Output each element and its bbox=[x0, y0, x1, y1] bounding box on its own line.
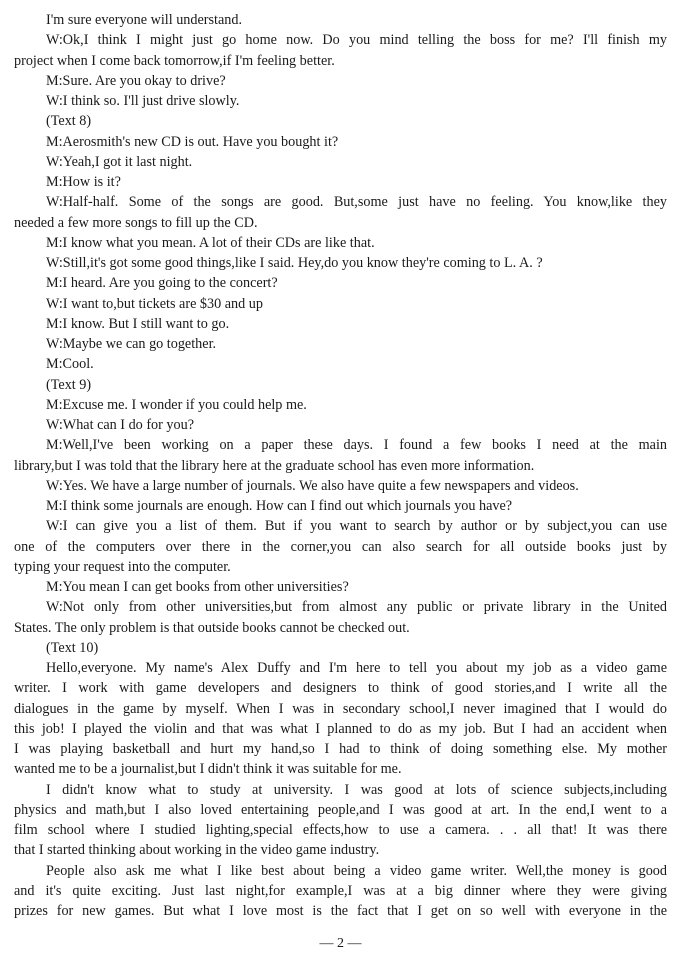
text-line: M:Sure. Are you okay to drive? bbox=[46, 72, 226, 89]
text-line: W:Still,it's got some good things,like I said. Hey,do you know they're coming to L. A. ? bbox=[46, 255, 543, 271]
text-line: M:Excuse me. I wonder if you could help me. bbox=[46, 396, 307, 413]
text-line: W:Yeah,I got it last night. bbox=[46, 153, 193, 170]
text-line: and it's quite exciting. Just last night,for example,I was at a big dinner where they were giving bbox=[14, 882, 667, 899]
text-line: (Text 10) bbox=[46, 639, 99, 656]
text-line: that I started thinking about working in the video game industry. bbox=[14, 842, 380, 859]
text-line: People also ask me what I like best about being a video game writer. Well,the money is good bbox=[46, 862, 667, 879]
text-line: this job! I played the violin and that was what I planned to do as my job. But I had an accident when bbox=[14, 720, 667, 737]
text-line: M:You mean I can get books from other universities? bbox=[46, 579, 349, 595]
text-line: project when I come back tomorrow,if I'm feeling better. bbox=[14, 52, 335, 69]
text-line: W:I think so. I'll just drive slowly. bbox=[46, 93, 240, 109]
text-line: M:Aerosmith's new CD is out. Have you bought it? bbox=[46, 133, 339, 150]
text-line: M:I know what you mean. A lot of their CDs are like that. bbox=[46, 234, 375, 251]
text-line: M:How is it? bbox=[46, 174, 121, 190]
text-line: M:I know. But I still want to go. bbox=[46, 315, 230, 332]
text-line: Hello,everyone. My name's Alex Duffy and I'm here to tell you about my job as a video game bbox=[46, 660, 667, 676]
text-line: M:Well,I've been working on a paper these days. I found a few books I need at the main bbox=[46, 437, 667, 454]
text-line: typing your request into the computer. bbox=[14, 558, 231, 575]
page-number: — 2 — bbox=[319, 936, 362, 951]
text-line: W:I can give you a list of them. But if you want to search by author or by subject,you can use bbox=[46, 518, 667, 535]
text-line: W:Maybe we can go together. bbox=[46, 336, 217, 352]
text-line: (Text 8) bbox=[46, 113, 92, 130]
text-line: W:What can I do for you? bbox=[46, 417, 194, 433]
text-line: (Text 9) bbox=[46, 376, 92, 393]
text-line: W:I want to,but tickets are $30 and up bbox=[46, 295, 263, 312]
text-line: M:I think some journals are enough. How can I find out which journals you have? bbox=[46, 498, 513, 514]
text-line: film school where I studied lighting,special effects,how to use a camera. . . all that! It was there bbox=[14, 822, 667, 838]
text-line: M:Cool. bbox=[46, 356, 94, 373]
text-line: M:I heard. Are you going to the concert? bbox=[46, 275, 278, 292]
text-line: dialogues in the game by myself. When I was in secondary school,I never imagined that I would do bbox=[14, 700, 667, 717]
text-line: library,but I was told that the library here at the graduate school has even more information. bbox=[14, 457, 535, 474]
text-line: States. The only problem is that outside books cannot be checked out. bbox=[14, 619, 410, 636]
text-line: prizes for new games. But what I love most is the fact that I get on so well with everyone in the bbox=[14, 903, 667, 919]
text-line: needed a few more songs to fill up the CD. bbox=[14, 214, 258, 231]
text-line: one of the computers over there in the corner,you can also search for all outside books just by bbox=[14, 538, 667, 555]
text-line: I didn't know what to study at university. I was good at lots of science subjects,including bbox=[46, 781, 667, 798]
text-line: W:Half-half. Some of the songs are good. But,some just have no feeling. You know,like they bbox=[46, 194, 667, 211]
text-line: I was playing basketball and hurt my hand,so I had to think of doing something else. My mother bbox=[14, 741, 667, 757]
text-line: W:Not only from other universities,but from almost any public or private library in the United bbox=[46, 599, 667, 616]
text-line: W:Ok,I think I might just go home now. Do you mind telling the boss for me? I'll finish my bbox=[46, 32, 667, 49]
text-line: writer. I work with game developers and designers to think of good stories,and I write all the bbox=[14, 680, 667, 697]
text-line: physics and math,but I also loved entertaining people,and I was good at art. In the end,I went to a bbox=[14, 801, 667, 818]
text-line: I'm sure everyone will understand. bbox=[46, 12, 242, 28]
text-line: wanted me to be a journalist,but I didn't think it was suitable for me. bbox=[14, 761, 402, 778]
text-line: W:Yes. We have a large number of journals. We also have quite a few newspapers and videos. bbox=[46, 477, 579, 494]
